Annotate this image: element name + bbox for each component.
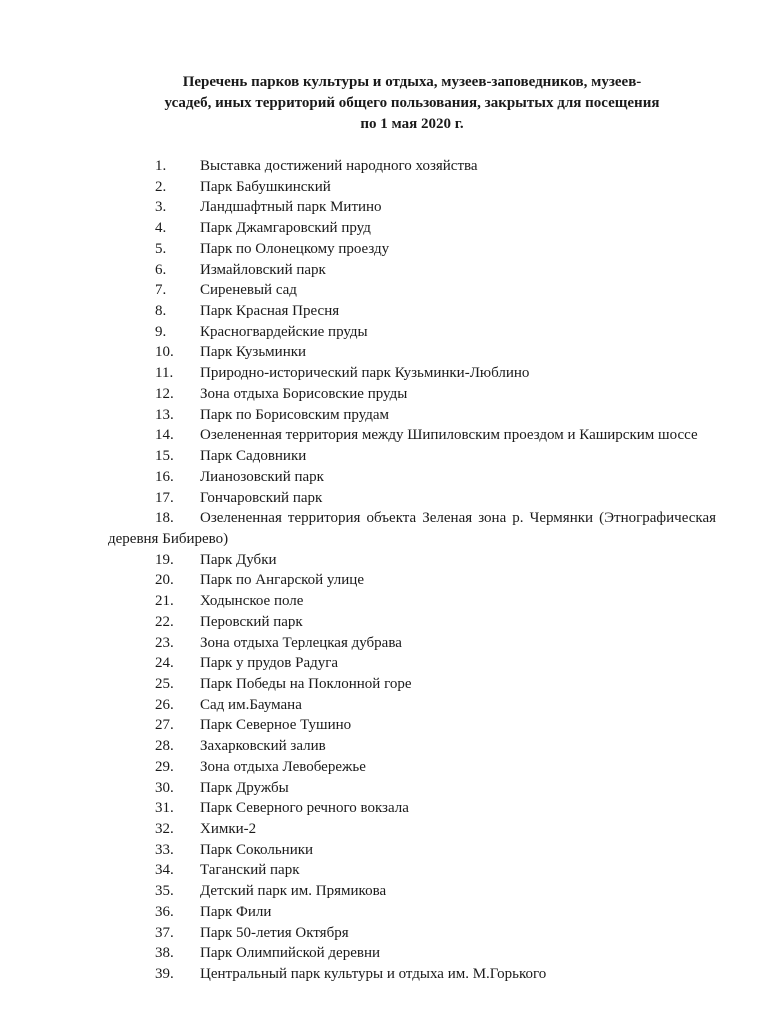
list-item — [108, 177, 716, 198]
item-number: 11. — [155, 365, 174, 382]
item-number: 29. — [155, 758, 174, 775]
list-item — [108, 363, 716, 384]
item-number: 30. — [155, 779, 174, 796]
item-text: Зона отдыха Левобережье — [200, 758, 366, 775]
item-number: 13. — [155, 406, 174, 423]
title-line: по 1 мая 2020 г. — [360, 116, 464, 132]
item-number: 15. — [155, 448, 174, 465]
title-line: Перечень парков культуры и отдыха, музеев-заповедников, музеев- — [182, 74, 642, 90]
item-text: Парк Садовники — [200, 448, 307, 465]
list-item — [108, 798, 716, 819]
item-text: Ландшафтный парк Митино — [200, 199, 382, 216]
item-number: 28. — [155, 738, 174, 755]
list-item — [108, 840, 716, 861]
item-number: 16. — [155, 468, 174, 485]
item-number: 37. — [155, 924, 174, 941]
item-text: Парк Дружбы — [200, 779, 289, 796]
item-text: Химки-2 — [200, 821, 257, 837]
item-number: 5. — [155, 240, 167, 257]
item-number: 8. — [155, 303, 167, 320]
item-text: Парк Кузьминки — [200, 344, 307, 361]
list-item — [108, 778, 716, 799]
item-number: 39. — [155, 966, 174, 983]
item-text: Парк Олимпийской деревни — [200, 945, 380, 962]
item-number: 20. — [155, 572, 174, 589]
list-item — [108, 860, 716, 881]
list-item — [108, 736, 716, 757]
list-item — [108, 405, 716, 426]
item-text: Парк Северного речного вокзала — [200, 800, 409, 817]
item-number: 3. — [155, 199, 167, 216]
document-title — [108, 72, 716, 135]
list-item — [108, 384, 716, 405]
item-number: 21. — [155, 593, 174, 610]
item-text: Парк Красная Пресня — [200, 303, 340, 320]
title-line: усадеб, иных территорий общего пользования, закрытых для посещения — [164, 95, 660, 111]
list-item — [108, 508, 716, 549]
item-text: Парк Северное Тушино — [200, 717, 352, 734]
park-list — [108, 156, 716, 985]
item-number: 10. — [155, 344, 174, 361]
item-text: Парк Сокольники — [200, 841, 314, 858]
item-number: 17. — [155, 489, 174, 506]
list-item — [108, 301, 716, 322]
item-number: 26. — [155, 696, 174, 713]
item-text: Парк Дубки — [200, 551, 277, 568]
item-number: 22. — [155, 613, 174, 630]
item-text: Захарковский залив — [200, 738, 326, 755]
list-item — [108, 633, 716, 654]
item-text: Перовский парк — [200, 613, 303, 630]
item-number: 34. — [155, 862, 174, 879]
item-number: 6. — [155, 261, 167, 278]
item-number: 25. — [155, 675, 174, 692]
list-item — [108, 591, 716, 612]
item-number: 19. — [155, 551, 174, 568]
item-text: Парк по Борисовским прудам — [200, 406, 389, 423]
item-text: Парк у прудов Радуга — [200, 655, 339, 672]
item-number: 7. — [155, 282, 167, 299]
item-text: Выставка достижений народного хозяйства — [200, 158, 478, 174]
list-item — [108, 322, 716, 343]
list-item — [108, 902, 716, 923]
list-item — [108, 653, 716, 674]
list-item — [108, 342, 716, 363]
list-item — [108, 425, 716, 446]
list-item — [108, 923, 716, 944]
item-number: 14. — [155, 427, 174, 444]
item-text: Парк Победы на Поклонной горе — [200, 675, 412, 692]
item-text: Озелененная территория между Шипиловским проездом и — [200, 427, 576, 444]
item-text-continuation: Каширским шоссе — [579, 427, 698, 444]
item-text: Парк Джамгаровский пруд — [200, 220, 371, 237]
list-item — [108, 715, 716, 736]
item-number: 1. — [155, 158, 167, 174]
item-text: Центральный парк культуры и отдыха им. М.Горького — [200, 966, 547, 983]
item-number: 32. — [155, 821, 174, 837]
item-text: Парк по Олонецкому проезду — [200, 240, 390, 257]
list-item — [108, 881, 716, 902]
item-text: Парк Бабушкинский — [200, 178, 331, 195]
item-text: Зона отдыха Борисовские пруды — [200, 385, 408, 402]
item-number: 27. — [155, 717, 174, 734]
list-item — [108, 260, 716, 281]
list-item — [108, 239, 716, 260]
item-text-continuation: (Этнографическая деревня Бибирево) — [108, 510, 717, 547]
item-text: Парк по Ангарской улице — [200, 572, 364, 589]
item-number: 38. — [155, 945, 174, 962]
list-item — [108, 156, 716, 177]
list-item — [108, 757, 716, 778]
list-item — [108, 695, 716, 716]
item-number: 18. — [155, 510, 174, 527]
item-text: Красногвардейские пруды — [200, 323, 368, 340]
list-item — [108, 197, 716, 218]
item-number: 24. — [155, 655, 174, 672]
item-number: 36. — [155, 903, 174, 920]
list-item — [108, 488, 716, 509]
item-number: 9. — [155, 323, 167, 340]
item-number: 33. — [155, 841, 174, 858]
item-text: Детский парк им. Прямикова — [200, 883, 387, 900]
item-number: 4. — [155, 220, 167, 237]
list-item — [108, 280, 716, 301]
item-number: 35. — [155, 883, 174, 900]
list-item — [108, 570, 716, 591]
item-number: 12. — [155, 385, 174, 402]
item-text: Парк 50-летия Октября — [200, 924, 349, 941]
item-text: Таганский парк — [200, 862, 300, 879]
list-item — [108, 964, 716, 985]
list-item — [108, 819, 716, 840]
list-item — [108, 674, 716, 695]
list-item — [108, 612, 716, 633]
item-text: Парк Фили — [200, 903, 272, 920]
item-text: Сад им.Баумана — [200, 696, 302, 713]
list-item — [108, 446, 716, 467]
item-number: 2. — [155, 178, 167, 195]
item-text: Природно-исторический парк Кузьминки-Люблино — [200, 365, 530, 382]
item-text: Ходынское поле — [200, 593, 304, 610]
item-text: Лианозовский парк — [200, 468, 324, 485]
list-item — [108, 467, 716, 488]
item-text: Озелененная территория объекта Зеленая зона р. Чермянки — [200, 510, 594, 527]
list-item — [108, 218, 716, 239]
item-number: 31. — [155, 800, 174, 817]
item-text: Гончаровский парк — [200, 489, 323, 506]
item-text: Зона отдыха Терлецкая дубрава — [200, 634, 402, 651]
item-text: Измайловский парк — [200, 261, 326, 278]
list-item — [108, 943, 716, 964]
item-number: 23. — [155, 634, 174, 651]
item-text: Сиреневый сад — [200, 282, 297, 299]
list-item — [108, 550, 716, 571]
